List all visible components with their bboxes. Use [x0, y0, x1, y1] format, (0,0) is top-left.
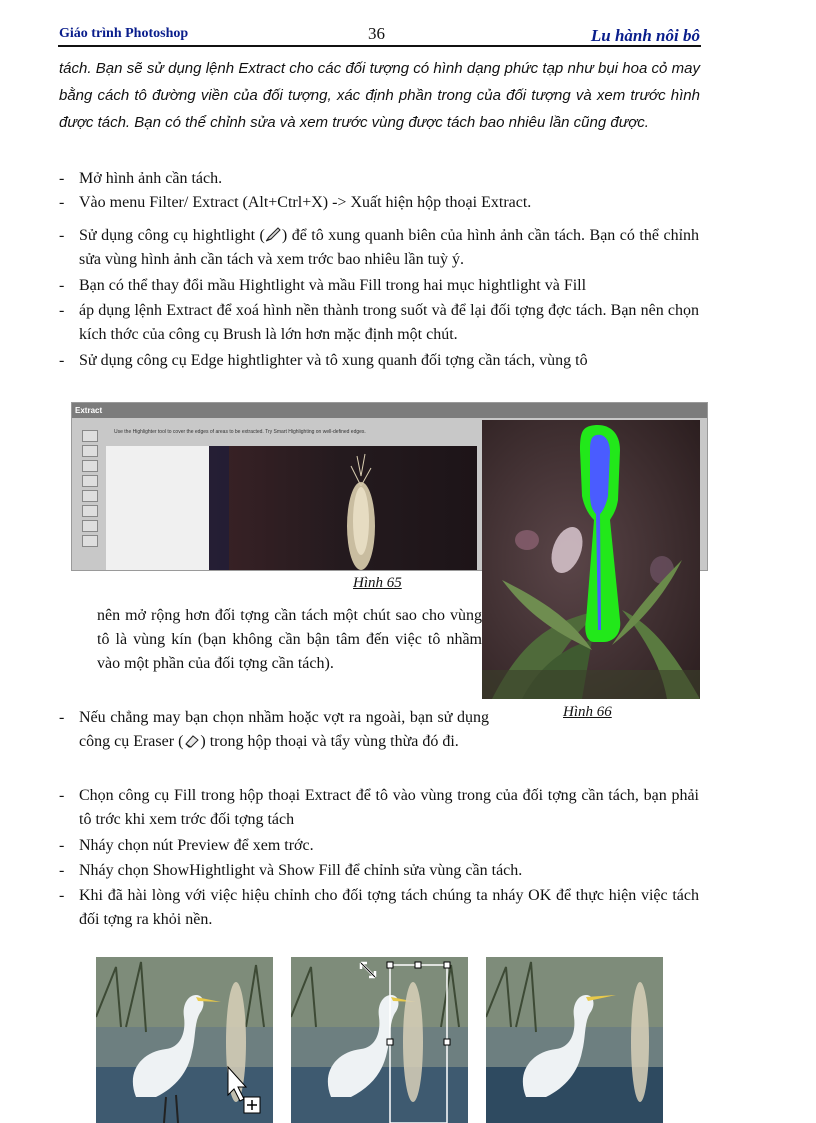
list-item-text: Vào menu Filter/ Extract (Alt+Ctrl+X) -> Xuất hiện hộp thoại Extract.	[79, 194, 532, 211]
header-course-title: Giáo trình Photoshop	[59, 26, 189, 41]
list-item: - Nháy chọn ShowHightlight và Show Fill để chỉnh sửa vùng cần tách.	[59, 859, 699, 883]
egret-photo-selection	[291, 957, 468, 1123]
list-item-text: ) trong hộp thoại và tẩy vùng thừa đó đi.	[200, 733, 459, 750]
list-item-text: Mở hình ảnh cần tách.	[79, 170, 223, 187]
eraser-tool-icon	[183, 733, 200, 748]
egret-photo	[96, 957, 273, 1123]
figure-65-caption: Hình 65	[353, 575, 402, 591]
hand-icon	[82, 535, 98, 547]
list-item: - Mở hình ảnh cần tách.	[59, 167, 699, 191]
dialog-hint: Use the Highlighter tool to cover the edges of areas to be extracted. Try Smart Highlighting on well-defined edges.	[114, 429, 366, 435]
list-item: - Khi đã hài lòng với việc hiệu chỉnh cho đối tợng tách chúng ta nháy OK để thực hiện việc tách đối tợng ra khỏi nền.	[59, 884, 699, 932]
list-item-text: Khi đã hài lòng với việc hiệu chỉnh cho đối tợng tách chúng ta nháy OK để thực hiện việc tách đối tợng ra khỏi nền.	[79, 887, 699, 928]
intro-paragraph: tách. Bạn sẽ sử dụng lệnh Extract cho các đối tượng có hình dạng phức tạp như bụi hoa cỏ may bằng cách tô đường viền của đối tượng, xác định phần trong của đối tượng và xem trước hình được tách. Bạn có thể chỉnh sửa và xem trước vùng được tách bao nhiêu lần cũng được.	[59, 60, 700, 131]
list-item: - Nháy chọn nút Preview để xem trớc.	[59, 834, 699, 858]
list-item-text: Sử dụng công cụ Edge hightlighter và tô xung quanh đối tợng cần tách, vùng tô	[79, 352, 588, 369]
list-item: - Chọn công cụ Fill trong hộp thoại Extract để tô vào vùng trong của đối tợng cần tách, bạn phải tô trớc khi xem trớc đối tợng tách	[59, 784, 699, 832]
list-item-highlight-tool: - Sử dụng công cụ hightlight ( ) để tô xung quanh biên của hình ảnh cần tách. Bạn có thể chỉnh sửa vùng hình ảnh cần tách và xem trớc bao nhiêu lần tuỳ ý.	[59, 227, 700, 268]
header-rule	[58, 45, 701, 47]
dialog-preview-margin	[106, 446, 209, 570]
eyedropper-icon	[82, 475, 98, 487]
list-item: - Bạn có thể thay đổi mầu Hightlight và mầu Fill trong hai mục hightlight và Fill	[59, 274, 699, 298]
list-item-text: Nháy chọn ShowHightlight và Show Fill để chỉnh sửa vùng cần tách.	[79, 862, 523, 879]
list-item-text: Nháy chọn nút Preview để xem trớc.	[79, 837, 314, 854]
list-item-text: Bạn có thể thay đổi mầu Hightlight và mầu Fill trong hai mục hightlight và Fill	[79, 277, 587, 294]
figure-66-caption: Hình 66	[563, 704, 612, 720]
list-item: - Vào menu Filter/ Extract (Alt+Ctrl+X) -> Xuất hiện hộp thoại Extract.	[59, 191, 699, 215]
continuation-paragraph: nên mở rộng hơn đối tợng cần tách một chút sao cho vùng tô là vùng kín (bạn không cần bận tâm đến việc tô nhầm vào một phần của đối tợng cần tách).	[97, 607, 482, 672]
highlighted-grass-photo	[482, 420, 700, 699]
highlighter-tool-icon	[265, 227, 282, 242]
dialog-preview-image	[209, 446, 477, 570]
figure-66-image	[482, 420, 700, 699]
cleanup-icon	[82, 490, 98, 502]
list-item: - Sử dụng công cụ Edge hightlighter và tô xung quanh đối tợng cần tách, vùng tô	[59, 349, 699, 373]
list-item-text: ) để tô xung quanh biên của hình ảnh cần tách. Bạn có thể chỉnh sửa vùng hình ảnh cần tách và xem trớc bao nhiêu lần tuỳ ý.	[79, 227, 700, 268]
list-item-eraser-tool: - Nếu chẳng may bạn chọn nhầm hoặc vợt ra ngoài, bạn sử dụng công cụ Eraser ( ) trong hộp thoại và tẩy vùng thừa đó đi.	[59, 709, 489, 750]
edge-highlighter-icon	[82, 430, 98, 442]
fill-icon	[82, 445, 98, 457]
edge-touchup-icon	[82, 505, 98, 517]
list-item-text: Sử dụng công cụ hightlight (	[79, 227, 265, 244]
extract-toolbar	[82, 427, 102, 557]
egret-photo-result	[486, 957, 663, 1123]
zoom-icon	[82, 520, 98, 532]
list-item-text: Chọn công cụ Fill trong hộp thoại Extract để tô vào vùng trong của đối tợng cần tách, bạn phải tô trớc khi xem trớc đối tợng tách	[79, 787, 699, 828]
page-number: 36	[368, 24, 385, 43]
dialog-title: Extract	[72, 403, 707, 418]
eraser-icon	[82, 460, 98, 472]
egret-image-2	[291, 957, 468, 1123]
list-item-text: áp dụng lệnh Extract để xoá hình nền thành trong suốt và để lại đối tợng đợc tách. Bạn nên chọn kích thớc của công cụ Brush là lớn hơn mặc định một chút.	[79, 302, 699, 343]
egret-image-3	[486, 957, 663, 1123]
header-circulation-note: Lu hành nôi bô	[590, 26, 700, 45]
grass-photo	[209, 446, 477, 570]
list-item: - áp dụng lệnh Extract để xoá hình nền thành trong suốt và để lại đối tợng đợc tách. Bạn nên chọn kích thớc của công cụ Brush là lớn hơn mặc định một chút.	[59, 299, 699, 347]
egret-image-1	[96, 957, 273, 1123]
list-item-text: Nếu chẳng may bạn chọn nhầm hoặc vợt ra ngoài, bạn sử dụng công cụ Eraser (	[79, 709, 489, 750]
